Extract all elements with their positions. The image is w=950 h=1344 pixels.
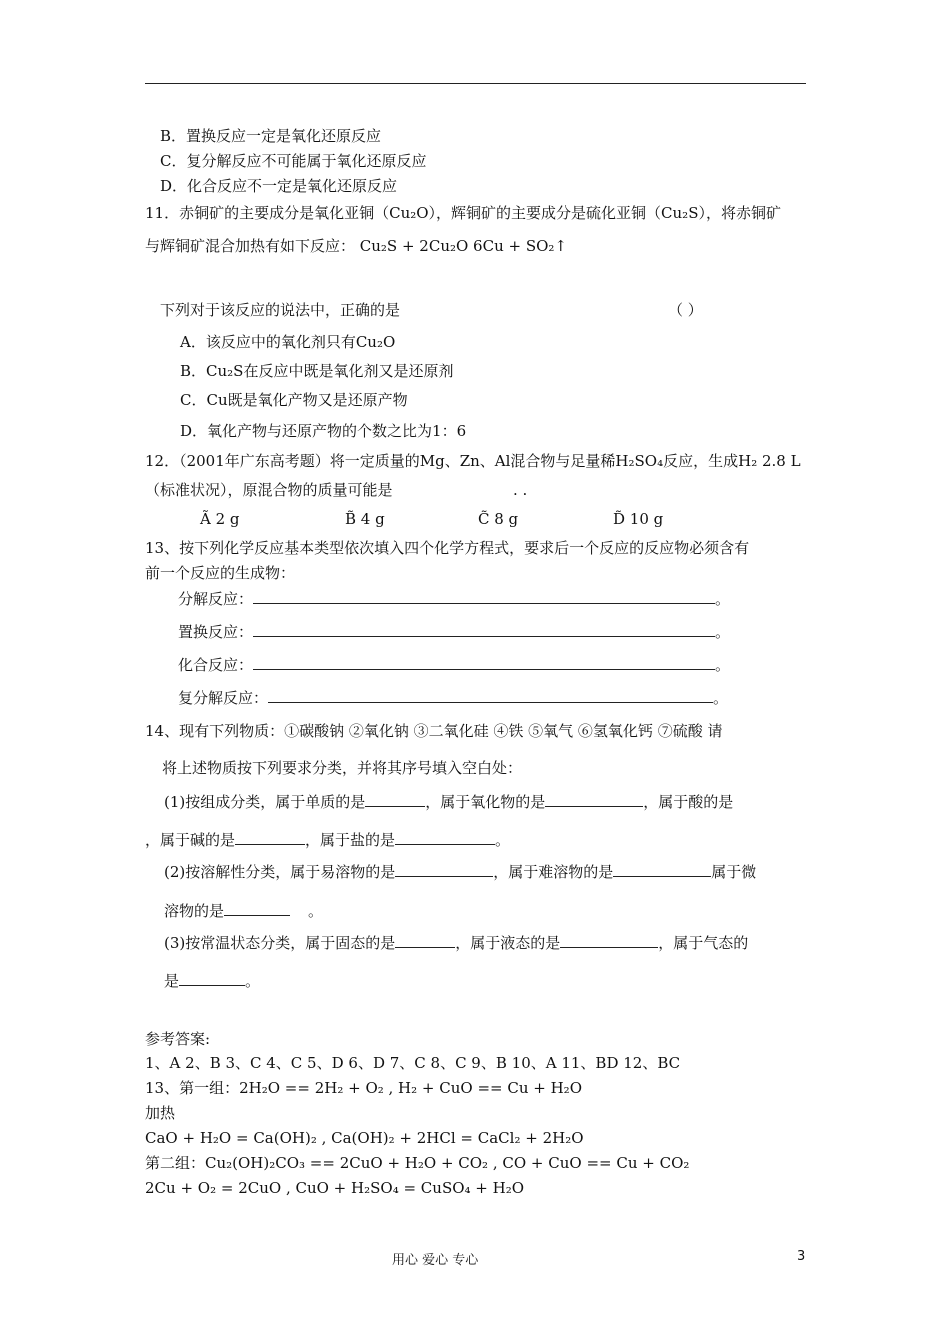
answers-line3: 加热 xyxy=(145,1104,176,1122)
answers-line2: 13、第一组：2H₂O == 2H₂ + O₂ , H₂ + CuO == Cu + H₂O xyxy=(145,1079,582,1097)
q14-p1-label-salt: ，属于盐的是 xyxy=(305,831,396,849)
answers-title: 参考答案: xyxy=(145,1030,211,1048)
q13-blank[interactable] xyxy=(253,589,715,604)
q12-option-a: Ã 2 g xyxy=(200,510,240,528)
q13-item-end: 。 xyxy=(715,623,731,641)
q14-p1-label-base: ，属于碱的是 xyxy=(145,831,236,849)
q11-line2: 与辉铜矿混合加热有如下反应： Cu₂S + 2Cu₂O 6Cu + SO₂↑ xyxy=(145,237,568,255)
q13-item-end: 。 xyxy=(715,656,731,674)
q14-blank-base[interactable] xyxy=(235,830,305,845)
q13-item-double-decomposition xyxy=(178,688,728,708)
answers-line6: 2Cu + O₂ = 2CuO , CuO + H₂SO₄ = CuSO₄ + H₂O xyxy=(145,1179,525,1197)
q11-option-b: B．Cu₂S在反应中既是氧化剂又是还原剂 xyxy=(180,362,454,380)
q13-item-end: 。 xyxy=(715,590,731,608)
q12-line2: （标准状况），原混合物的质量可能是 xyxy=(145,481,393,499)
q10-option-b: B．置换反应一定是氧化还原反应 xyxy=(160,127,382,145)
q13-blank[interactable] xyxy=(268,688,713,703)
q14-part2-line1 xyxy=(164,862,756,882)
q13-item-decomposition xyxy=(178,589,730,609)
q12-line1: 12．（2001年广东高考题）将一定质量的Mg、Zn、Al混合物与足量稀H₂SO₄反应，生成H₂ 2.8 L xyxy=(145,452,801,470)
q14-p1-label-oxide: ，属于氧化物的是 xyxy=(425,793,546,811)
q14-blank-gas[interactable] xyxy=(179,971,245,986)
q14-p3-label-gas: ，属于气态的 xyxy=(658,934,749,952)
q13-item-end: 。 xyxy=(713,689,729,707)
q10-option-d: D．化合反应不一定是氧化还原反应 xyxy=(160,177,398,195)
q14-part3-line2 xyxy=(164,971,260,991)
q11-answer-paren: （ ） xyxy=(668,301,703,319)
answers-line1: 1、A 2、B 3、C 4、C 5、D 6、D 7、C 8、C 9、B 10、A 11、BD 12、BC xyxy=(145,1054,681,1072)
q14-blank-oxide[interactable] xyxy=(545,792,643,807)
q14-blank-liquid[interactable] xyxy=(560,933,658,948)
q14-part2-line2 xyxy=(164,901,323,921)
q12-option-d: D̃ 10 g xyxy=(613,510,664,528)
footer-slogan: 用心 爱心 专心 xyxy=(392,1253,479,1268)
q14-blank-insoluble[interactable] xyxy=(613,862,711,877)
q13-blank[interactable] xyxy=(253,622,715,637)
q14-p3-end: 。 xyxy=(245,972,261,990)
q12-dots: . . xyxy=(513,481,528,499)
q14-p2-end: 。 xyxy=(308,902,324,920)
q14-p2-label-insoluble: ，属于难溶物的是 xyxy=(493,863,614,881)
q14-p3-label-gas-cont: 是 xyxy=(164,972,180,990)
q13-item-combination xyxy=(178,655,730,675)
q13-item-displacement xyxy=(178,622,730,642)
q14-p2-label-slightly: 属于微 xyxy=(711,863,757,881)
q14-blank-solid[interactable] xyxy=(395,933,455,948)
answers-line5: 第二组：Cu₂(OH)₂CO₃ == 2CuO + H₂O + CO₂ , CO + CuO == Cu + CO₂ xyxy=(145,1154,690,1172)
q14-part1-line1 xyxy=(164,792,733,812)
q13-item-label: 置换反应： xyxy=(178,623,254,641)
q11-line1: 11．赤铜矿的主要成分是氧化亚铜（Cu₂O），辉铜矿的主要成分是硫化亚铜（Cu₂S），将赤铜矿 xyxy=(145,204,781,222)
q12-option-c: C̃ 8 g xyxy=(478,510,519,528)
q11-stem: 下列对于该反应的说法中，正确的是 xyxy=(160,301,401,319)
q13-line2: 前一个反应的生成物： xyxy=(145,564,296,582)
q13-item-label: 分解反应： xyxy=(178,590,254,608)
q14-p1-label-element: (1)按组成分类，属于单质的是 xyxy=(164,793,366,811)
q14-line1: 14、现有下列物质：①碳酸钠 ②氧化钠 ③二氧化硅 ④铁 ⑤氧气 ⑥氢氧化钙 ⑦硫酸 请 xyxy=(145,722,723,740)
q14-blank-element[interactable] xyxy=(365,792,425,807)
q14-blank-soluble[interactable] xyxy=(395,862,493,877)
q14-p3-label-solid: (3)按常温状态分类，属于固态的是 xyxy=(164,934,396,952)
q14-blank-salt[interactable] xyxy=(395,830,495,845)
q14-p2-label-slightly-soluble: 溶物的是 xyxy=(164,902,225,920)
q10-option-c: C．复分解反应不可能属于氧化还原反应 xyxy=(160,152,427,170)
q13-blank[interactable] xyxy=(253,655,715,670)
q14-p2-label-soluble: (2)按溶解性分类，属于易溶物的是 xyxy=(164,863,396,881)
header-rule xyxy=(145,83,806,84)
q13-item-label: 化合反应： xyxy=(178,656,254,674)
q11-option-a: A．该反应中的氧化剂只有Cu₂O xyxy=(180,333,396,351)
q14-blank-slightly-soluble[interactable] xyxy=(224,901,290,916)
answers-line4: CaO + H₂O = Ca(OH)₂ , Ca(OH)₂ + 2HCl = CaCl₂ + 2H₂O xyxy=(145,1129,584,1147)
q14-part1-line2 xyxy=(145,830,510,850)
q14-p1-end: 。 xyxy=(495,831,511,849)
q12-option-b: B̃ 4 g xyxy=(345,510,385,528)
q14-p3-label-liquid: ，属于液态的是 xyxy=(455,934,561,952)
q13-line1: 13、按下列化学反应基本类型依次填入四个化学方程式，要求后一个反应的反应物必须含有 xyxy=(145,539,750,557)
q11-option-d: D．氧化产物与还原产物的个数之比为1：6 xyxy=(180,422,467,440)
q14-p1-label-acid: ，属于酸的是 xyxy=(643,793,734,811)
page-number: 3 xyxy=(797,1249,806,1264)
q14-line2: 将上述物质按下列要求分类，并将其序号填入空白处： xyxy=(162,759,523,777)
q14-part3-line1 xyxy=(164,933,748,953)
q13-item-label: 复分解反应： xyxy=(178,689,269,707)
q11-option-c: C．Cu既是氧化产物又是还原产物 xyxy=(180,391,408,409)
